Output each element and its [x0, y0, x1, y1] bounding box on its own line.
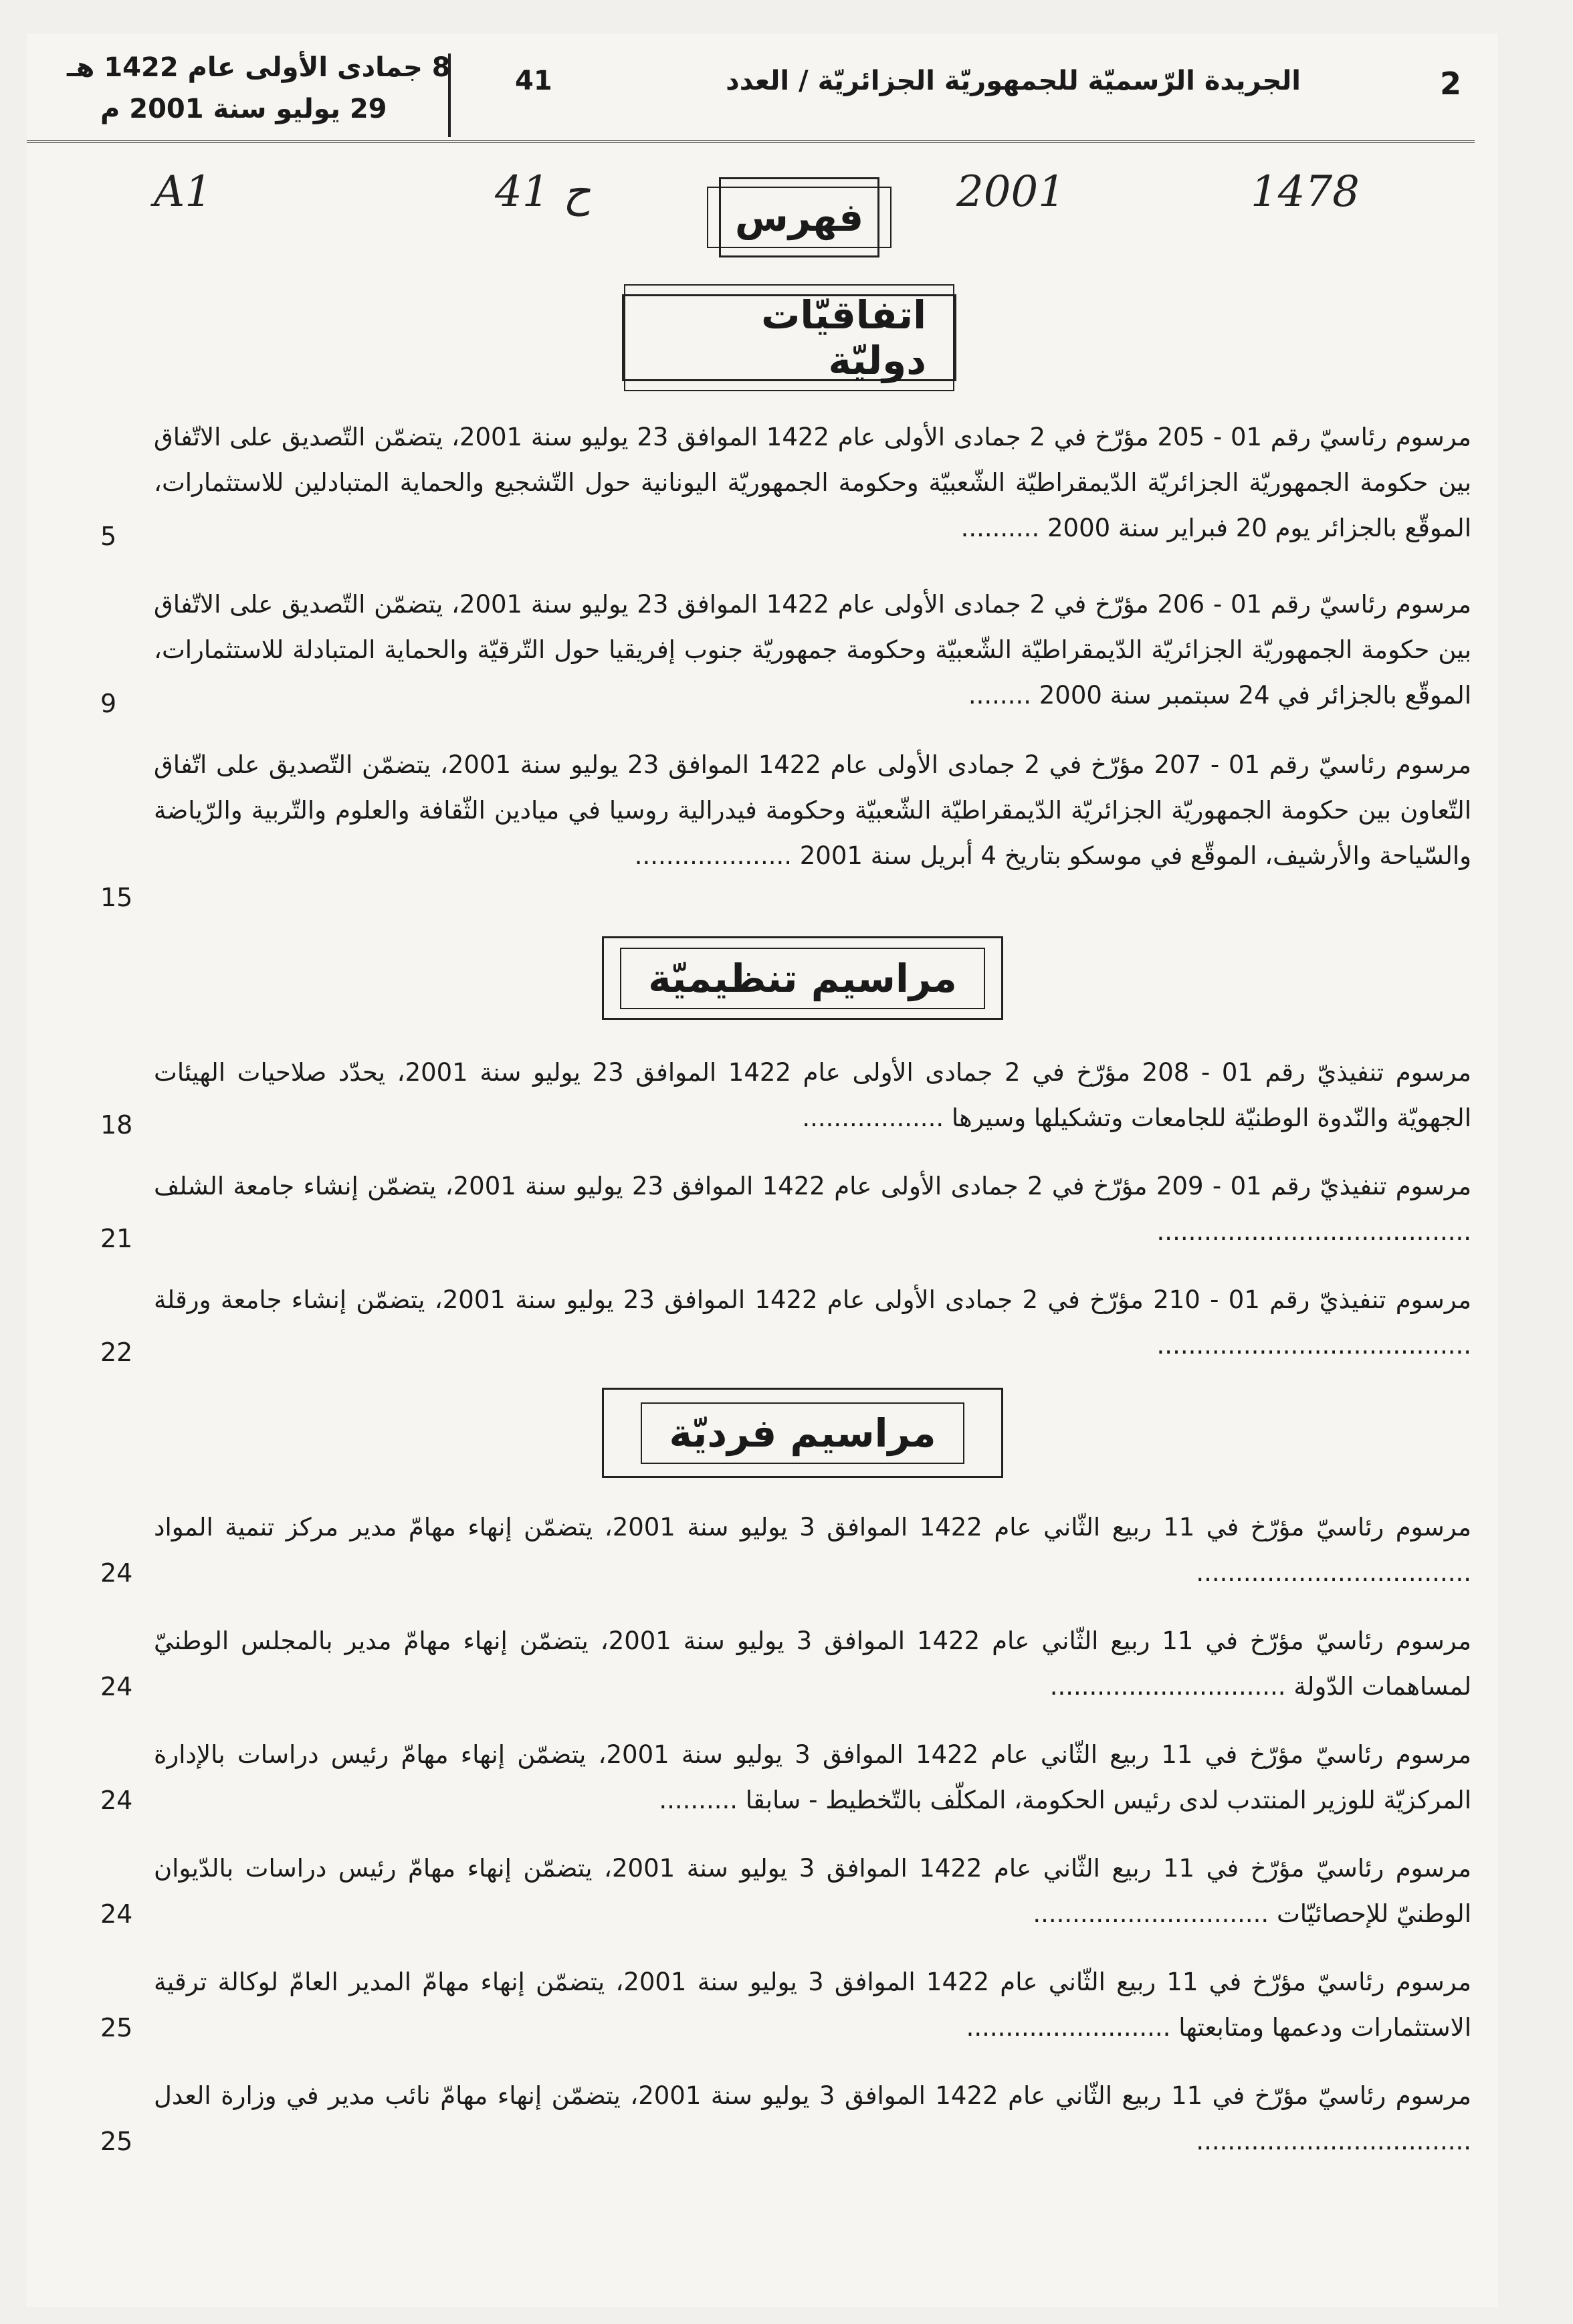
entry-text: مرسوم تنفيذيّ رقم 01 - 210 مؤرّخ في 2 جمادى الأولى عام 1422 الموافق 23 يوليو سنة 2001، يتضمّن إنشاء جامعة ورقلة [154, 1285, 1472, 1314]
entry-page: 5 [100, 522, 117, 551]
date-hijri: 8 جمادى الأولى عام 1422 هـ [67, 52, 451, 83]
entry-page: 24 [100, 1672, 133, 1701]
section-heading-box [602, 936, 1003, 1020]
entry-text: مرسوم رئاسيّ مؤرّخ في 11 ربيع الثّاني عام 1422 الموافق 3 يوليو سنة 2001، يتضمّن إنهاء مهامّ مدير مركز تنمية المواد [154, 1513, 1471, 1542]
entry-page: 21 [100, 1224, 133, 1253]
entry-text: مرسوم رئاسيّ رقم 01 - 206 مؤرّخ في 2 جمادى الأولى عام 1422 الموافق 23 يوليو سنة 2001، يتضمّن التّصديق على الاتّفاق بين حكومة الجمهوريّة الجزائريّة الدّيمقراطيّة الشّعبيّة وحكومة جمهوريّة جنوب إفريقيا حول التّرقيّة والحماية المتبادلة للاستثمارات، الموقّع بالجزائر في 24 سبتمبر سنة 2000 [154, 590, 1472, 710]
handwritten-note: 2001 [956, 167, 1065, 217]
entry-page: 24 [100, 1558, 133, 1588]
handwritten-note: A1 [154, 167, 212, 217]
entry-page: 25 [100, 2013, 133, 2042]
entry-text: مرسوم رئاسيّ رقم 01 - 207 مؤرّخ في 2 جمادى الأولى عام 1422 الموافق 23 يوليو سنة 2001، يتضمّن التّصديق على اتّفاق التّعاون بين حكومة الجمهوريّة الجزائريّة الدّيمقراطيّة الشّعبيّة وحكومة فيدرالية روسيا في ميادين الثّقافة والعلوم والتّربية والرّياضة والسّياحة والأرشيف، الموقّع في موسكو بتاريخ 4 أبريل سنة 2001 [154, 750, 1471, 870]
entry-text: مرسوم رئاسيّ مؤرّخ في 11 ربيع الثّاني عام 1422 الموافق 3 يوليو سنة 2001، يتضمّن إنهاء مهامّ رئيس دراسات بالإدارة المركزيّة للوزير المنتدب لدى رئيس الحكومة، المكلّف بالتّخطيط - سابقا [154, 1740, 1472, 1814]
gazette-title: الجريدة الرّسميّة للجمهوريّة الجزائريّة / العدد [726, 66, 1301, 96]
handwritten-note: 1478 [1251, 167, 1360, 217]
entry-text: مرسوم رئاسيّ مؤرّخ في 11 ربيع الثّاني عام 1422 الموافق 3 يوليو سنة 2001، يتضمّن إنهاء مهامّ نائب مدير في وزارة العدل [154, 2081, 1471, 2110]
entry-page: 24 [100, 1899, 133, 1929]
entry-text: مرسوم رئاسيّ رقم 01 - 205 مؤرّخ في 2 جمادى الأولى عام 1422 الموافق 23 يوليو سنة 2001، يتضمّن التّصديق على الاتّفاق بين حكومة الجمهوريّة الجزائريّة الدّيمقراطيّة الشّعبيّة وحكومة الجمهوريّة اليونانية حول التّشجيع والحماية المتبادلين للاستثمارات، الموقّع بالجزائر يوم 20 فبراير سنة 2000 [154, 423, 1472, 542]
issue-number: 41 [515, 66, 552, 96]
index-title: فهرس [707, 187, 892, 248]
entry-page: 15 [100, 883, 133, 912]
date-gregorian: 29 يوليو سنة 2001 م [100, 94, 387, 124]
entry-page: 22 [100, 1338, 133, 1367]
page-number: 2 [1439, 66, 1461, 102]
page-header [27, 47, 1475, 143]
section-heading-intl: اتفاقيّات دوليّة [624, 284, 954, 391]
entry-text: مرسوم رئاسيّ مؤرّخ في 11 ربيع الثّاني عام 1422 الموافق 3 يوليو سنة 2001، يتضمّن إنهاء مهامّ المدير العامّ لوكالة ترقية الاستثمارات ودعمها ومتابعتها [154, 1968, 1471, 2042]
entry-text: مرسوم تنفيذيّ رقم 01 - 209 مؤرّخ في 2 جمادى الأولى عام 1422 الموافق 23 يوليو سنة 2001، يتضمّن إنشاء جامعة الشلف [154, 1172, 1472, 1200]
entry-page: 25 [100, 2127, 133, 2156]
section-heading-box [602, 1388, 1003, 1478]
section-heading-box [622, 294, 956, 381]
entry-page: 18 [100, 1110, 133, 1140]
section-heading-regulatory: مراسيم تنظيميّة [620, 948, 985, 1009]
handwritten-note: ح 41 [495, 167, 591, 217]
entry-page: 9 [100, 689, 117, 718]
entry-page: 24 [100, 1786, 133, 1815]
entry-text: مرسوم تنفيذيّ رقم 01 - 208 مؤرّخ في 2 جمادى الأولى عام 1422 الموافق 23 يوليو سنة 2001، يحدّد صلاحيات الهيئات الجهويّة والنّدوة الوطنيّة للجامعات وتشكيلها وسيرها [154, 1058, 1471, 1132]
entry-text: مرسوم رئاسيّ مؤرّخ في 11 ربيع الثّاني عام 1422 الموافق 3 يوليو سنة 2001، يتضمّن إنهاء مهامّ رئيس دراسات بالدّيوان الوطنيّ للإحصائيّات [154, 1854, 1472, 1928]
section-heading-individual: مراسيم فرديّة [641, 1402, 964, 1464]
index-title-box [719, 177, 879, 257]
entry-text: مرسوم رئاسيّ مؤرّخ في 11 ربيع الثّاني عام 1422 الموافق 3 يوليو سنة 2001، يتضمّن إنهاء مهامّ مدير بالمجلس الوطنيّ لمساهمات الدّولة [154, 1626, 1471, 1701]
